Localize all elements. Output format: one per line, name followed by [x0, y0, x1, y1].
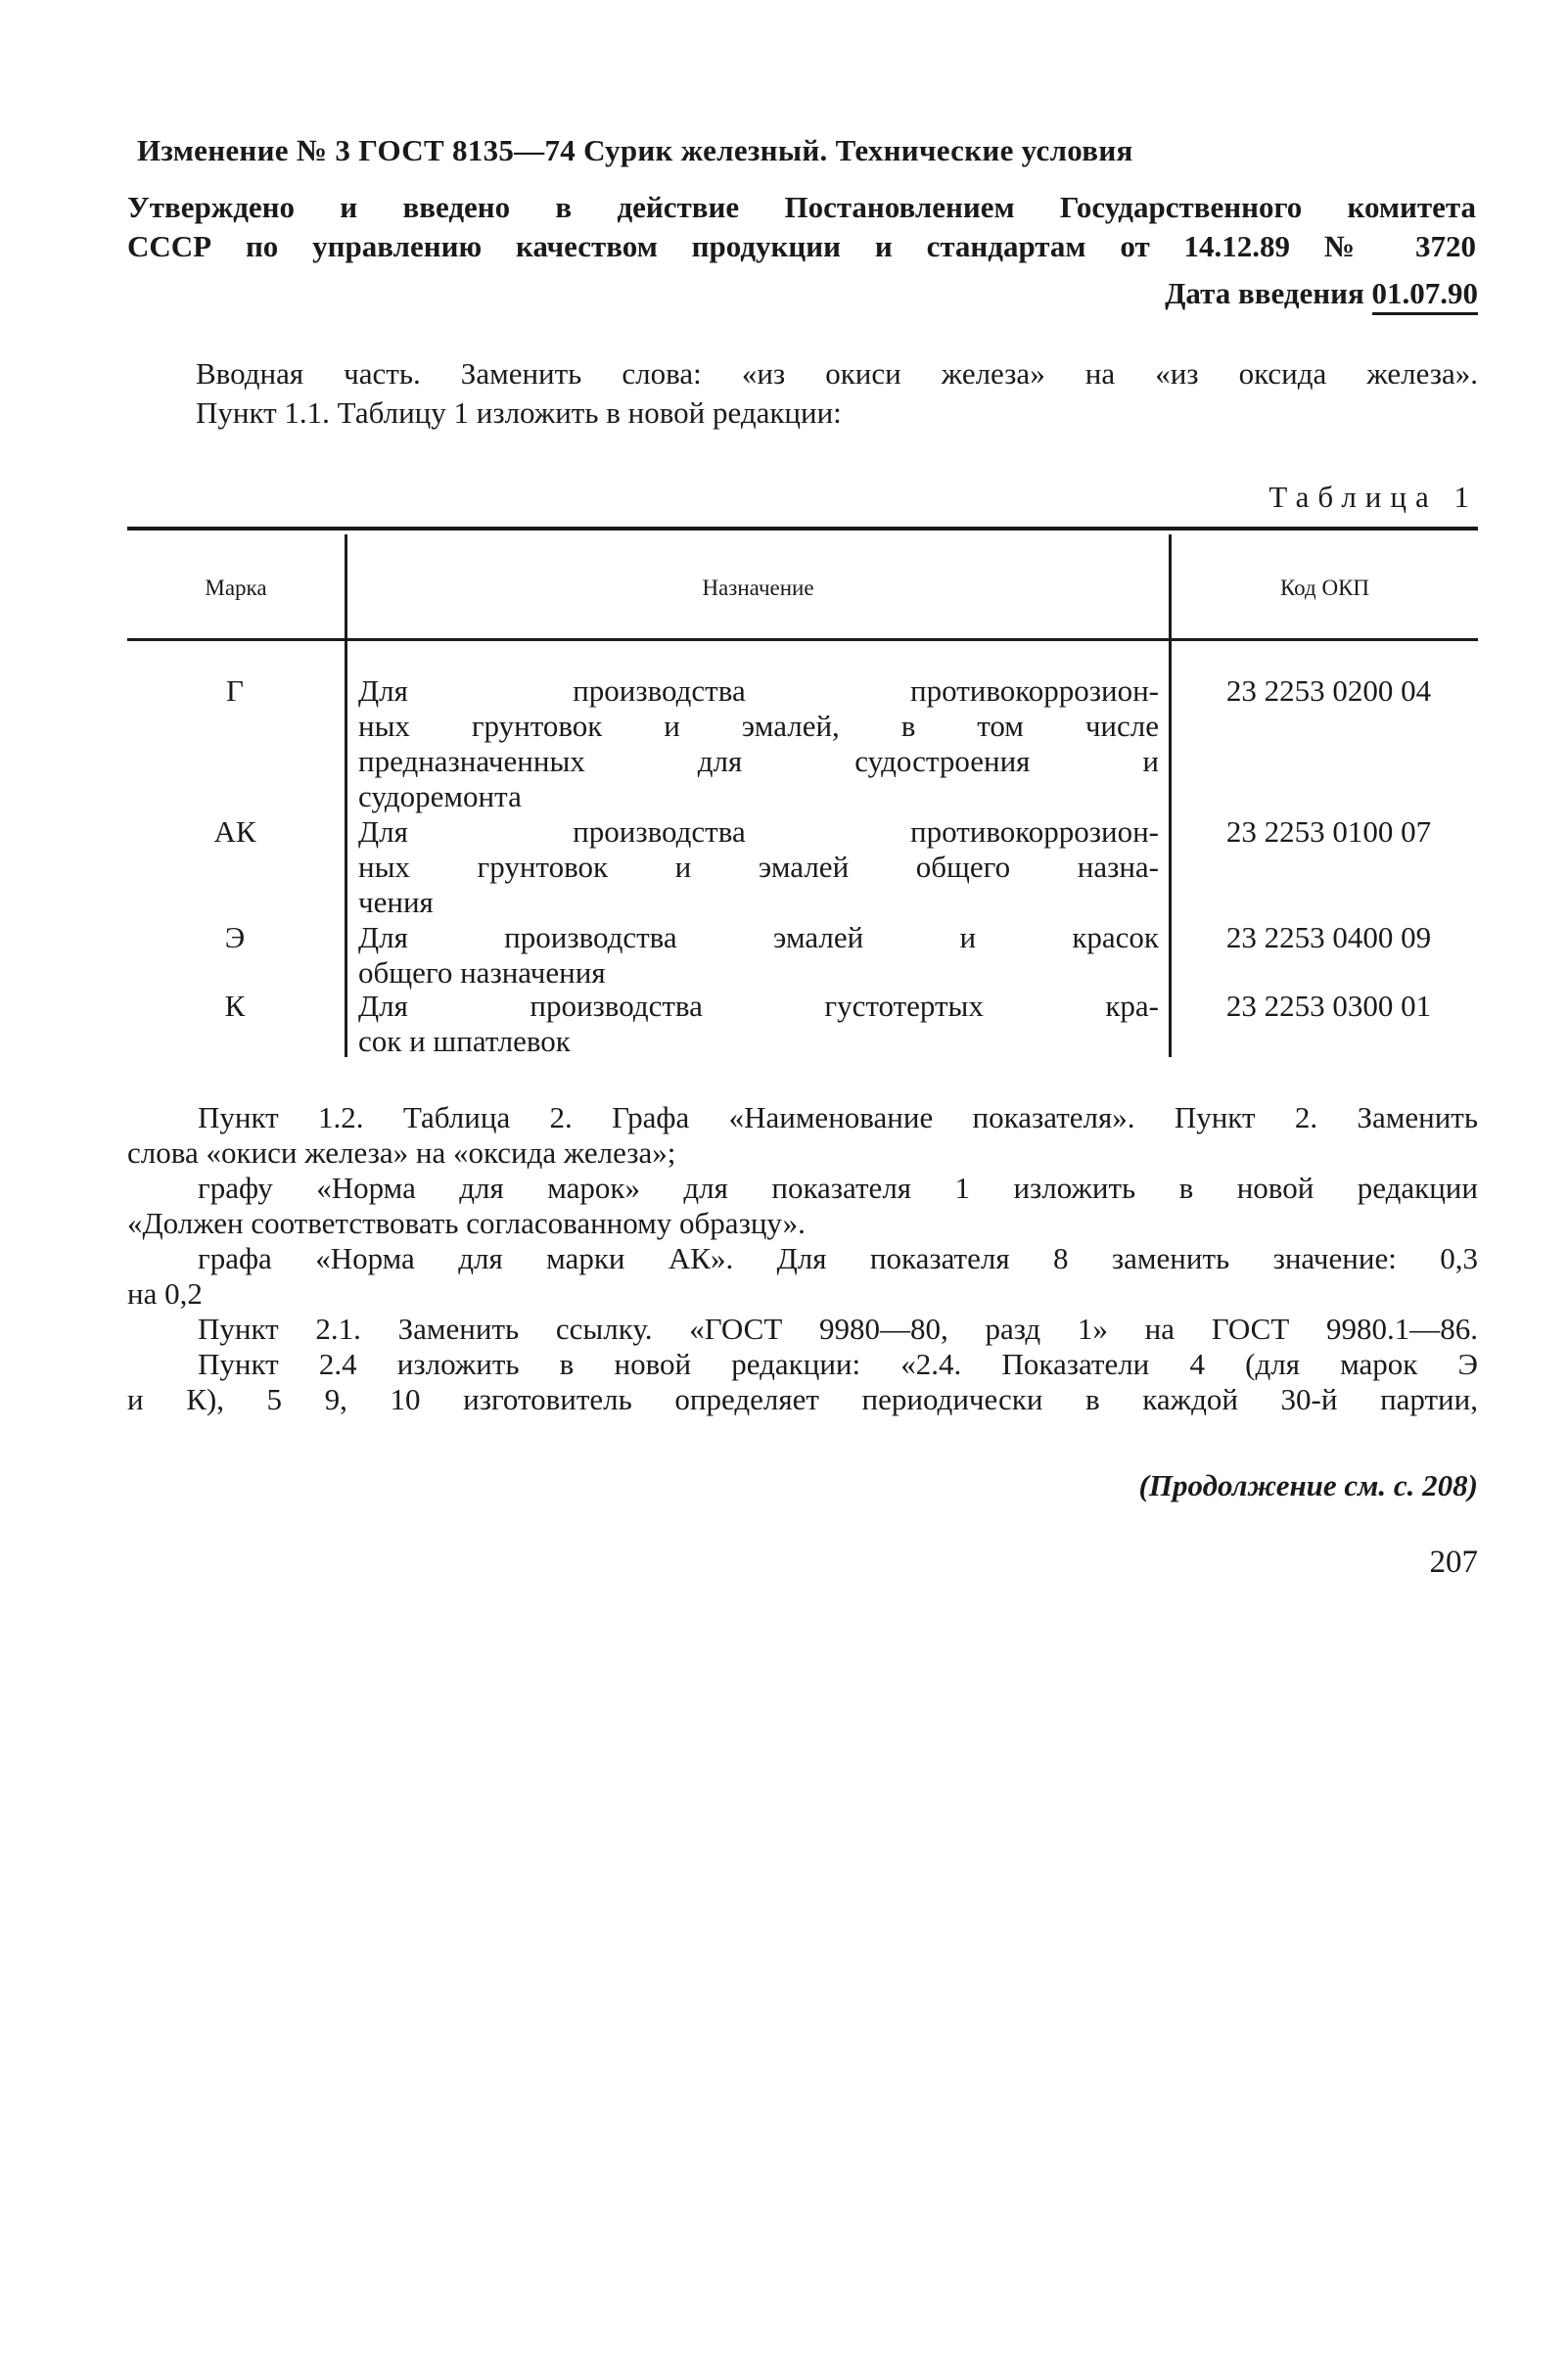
purpose-line: Для производства противокоррозион-	[358, 673, 1159, 708]
header-purpose: Назначение	[702, 576, 814, 600]
column-divider	[1169, 534, 1172, 1057]
purpose-line: предназначенных для судостроения и	[358, 744, 1159, 778]
table-row-code: 23 2253 0300 01	[1225, 989, 1432, 1023]
table-caption: Таблица 1	[1268, 480, 1478, 514]
grades-table	[127, 527, 1478, 1057]
paragraph-line: графа «Норма для марки АК». Для показателя 8 заменить значение: 0,3	[198, 1241, 1478, 1275]
effective-date-value: 01.07.90	[1372, 276, 1479, 315]
header-code: Код ОКП	[1279, 576, 1370, 600]
table-row-mark: Э	[224, 920, 246, 954]
purpose-line: общего назначения	[358, 955, 606, 990]
table-row-mark: К	[224, 989, 246, 1023]
intro-line: Пункт 1.1. Таблицу 1 изложить в новой редакции:	[196, 395, 842, 430]
effective-date-line	[1165, 276, 1478, 311]
effective-date-label: Дата введения	[1165, 276, 1364, 310]
intro-line: Вводная часть. Заменить слова: «из окиси железа» на «из оксида железа».	[196, 356, 1478, 391]
approval-line: СССР по управлению качеством продукции и стандартам от 14.12.89 № 3720	[127, 229, 1476, 263]
purpose-line: судоремонта	[358, 779, 522, 813]
paragraph-line: «Должен соответствовать согласованному образцу».	[127, 1206, 806, 1240]
purpose-line: Для производства эмалей и красок	[358, 920, 1159, 954]
paragraph-line: и К), 5 9, 10 изготовитель определяет периодически в каждой 30-й партии,	[127, 1382, 1478, 1416]
table-row-mark: АК	[213, 814, 256, 849]
paragraph-line: на 0,2	[127, 1276, 203, 1311]
purpose-line: чения	[358, 885, 434, 919]
paragraph-line: Пункт 2.1. Заменить ссылку. «ГОСТ 9980—80, разд 1» на ГОСТ 9980.1—86.	[198, 1312, 1478, 1346]
approval-statement	[127, 188, 1476, 266]
paragraph-line: слова «окиси железа» на «оксида железа»;	[127, 1135, 676, 1170]
approval-line: Утверждено и введено в действие Постановлением Государственного комитета	[127, 190, 1476, 224]
amendment-text	[127, 1100, 1478, 1417]
table-row-purpose	[358, 673, 1159, 814]
document-title: Изменение № 3 ГОСТ 8135—74 Сурик железный. Технические условия	[137, 133, 1133, 167]
header-mark: Марка	[205, 576, 267, 600]
page-number: 207	[1429, 1545, 1478, 1580]
purpose-line: сок и шпатлевок	[358, 1024, 571, 1058]
table-top-rule	[127, 527, 1478, 531]
continuation-note: (Продолжение см. с. 208)	[1138, 1468, 1478, 1502]
header-bottom-rule	[127, 638, 1478, 641]
table-row-purpose	[358, 814, 1159, 920]
table-row-code: 23 2253 0400 09	[1225, 920, 1432, 954]
intro-paragraph	[196, 354, 1478, 433]
paragraph-line: графу «Норма для марок» для показателя 1 изложить в новой редакции	[198, 1171, 1478, 1205]
paragraph-line: Пункт 1.2. Таблица 2. Графа «Наименование показателя». Пункт 2. Заменить	[198, 1100, 1478, 1134]
purpose-line: Для производства густотертых кра-	[358, 989, 1159, 1023]
table-row-purpose	[358, 920, 1159, 991]
table-row-purpose	[358, 989, 1159, 1059]
column-divider	[345, 534, 347, 1057]
purpose-line: Для производства противокоррозион-	[358, 814, 1159, 849]
table-row-code: 23 2253 0200 04	[1225, 673, 1432, 708]
table-row-mark: Г	[226, 673, 244, 708]
paragraph-line: Пункт 2.4 изложить в новой редакции: «2.4. Показатели 4 (для марок Э	[198, 1347, 1478, 1381]
purpose-line: ных грунтовок и эмалей общего назна-	[358, 850, 1159, 884]
table-row-code: 23 2253 0100 07	[1225, 814, 1432, 849]
purpose-line: ных грунтовок и эмалей, в том числе	[358, 709, 1159, 743]
